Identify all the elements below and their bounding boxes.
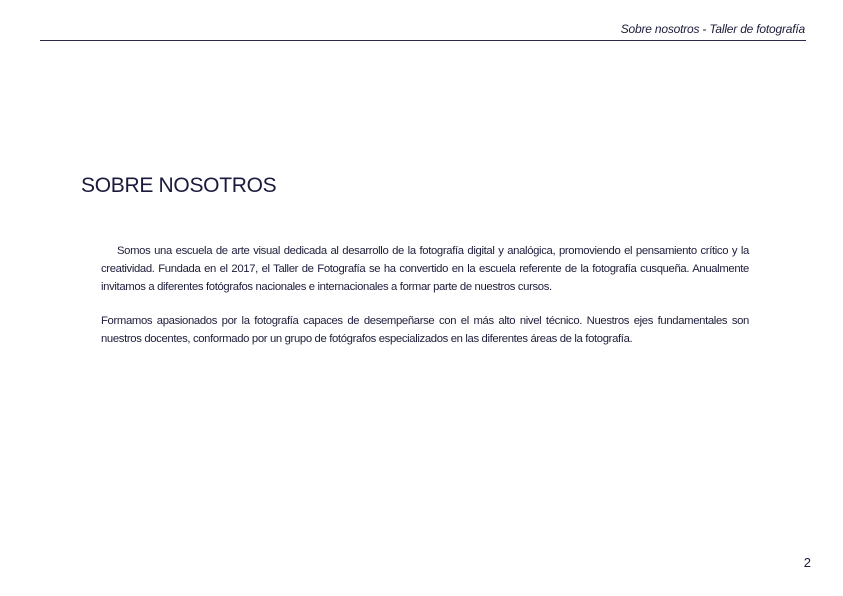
- body-text: [101, 243, 749, 366]
- header-divider: [40, 40, 806, 41]
- page-number: 2: [803, 555, 811, 570]
- paragraph-intro: Somos una escuela de arte visual dedicada al desarrollo de la fotografía digital y analógica, promoviendo el pensamiento crítico y la creatividad. Fundada en el 2017, el Taller de Fotografía se ha convertido en la escuela referente de la fotografía cusqueña. Anualmente invitamos a diferentes fotógrafos nacionales e internacionales a formar parte de nuestros cursos.: [101, 245, 749, 293]
- running-header-title: Sobre nosotros - Taller de fotografía: [620, 22, 805, 36]
- paragraph-mission: Formamos apasionados por la fotografía capaces de desempeñarse con el más alto nivel técnico. Nuestros ejes fundamentales son nuestros docentes, conformado por un grupo de fotógrafos especializados en las diferentes áreas de la fotografía.: [101, 315, 749, 346]
- page-title: SOBRE NOSOTROS: [81, 174, 277, 197]
